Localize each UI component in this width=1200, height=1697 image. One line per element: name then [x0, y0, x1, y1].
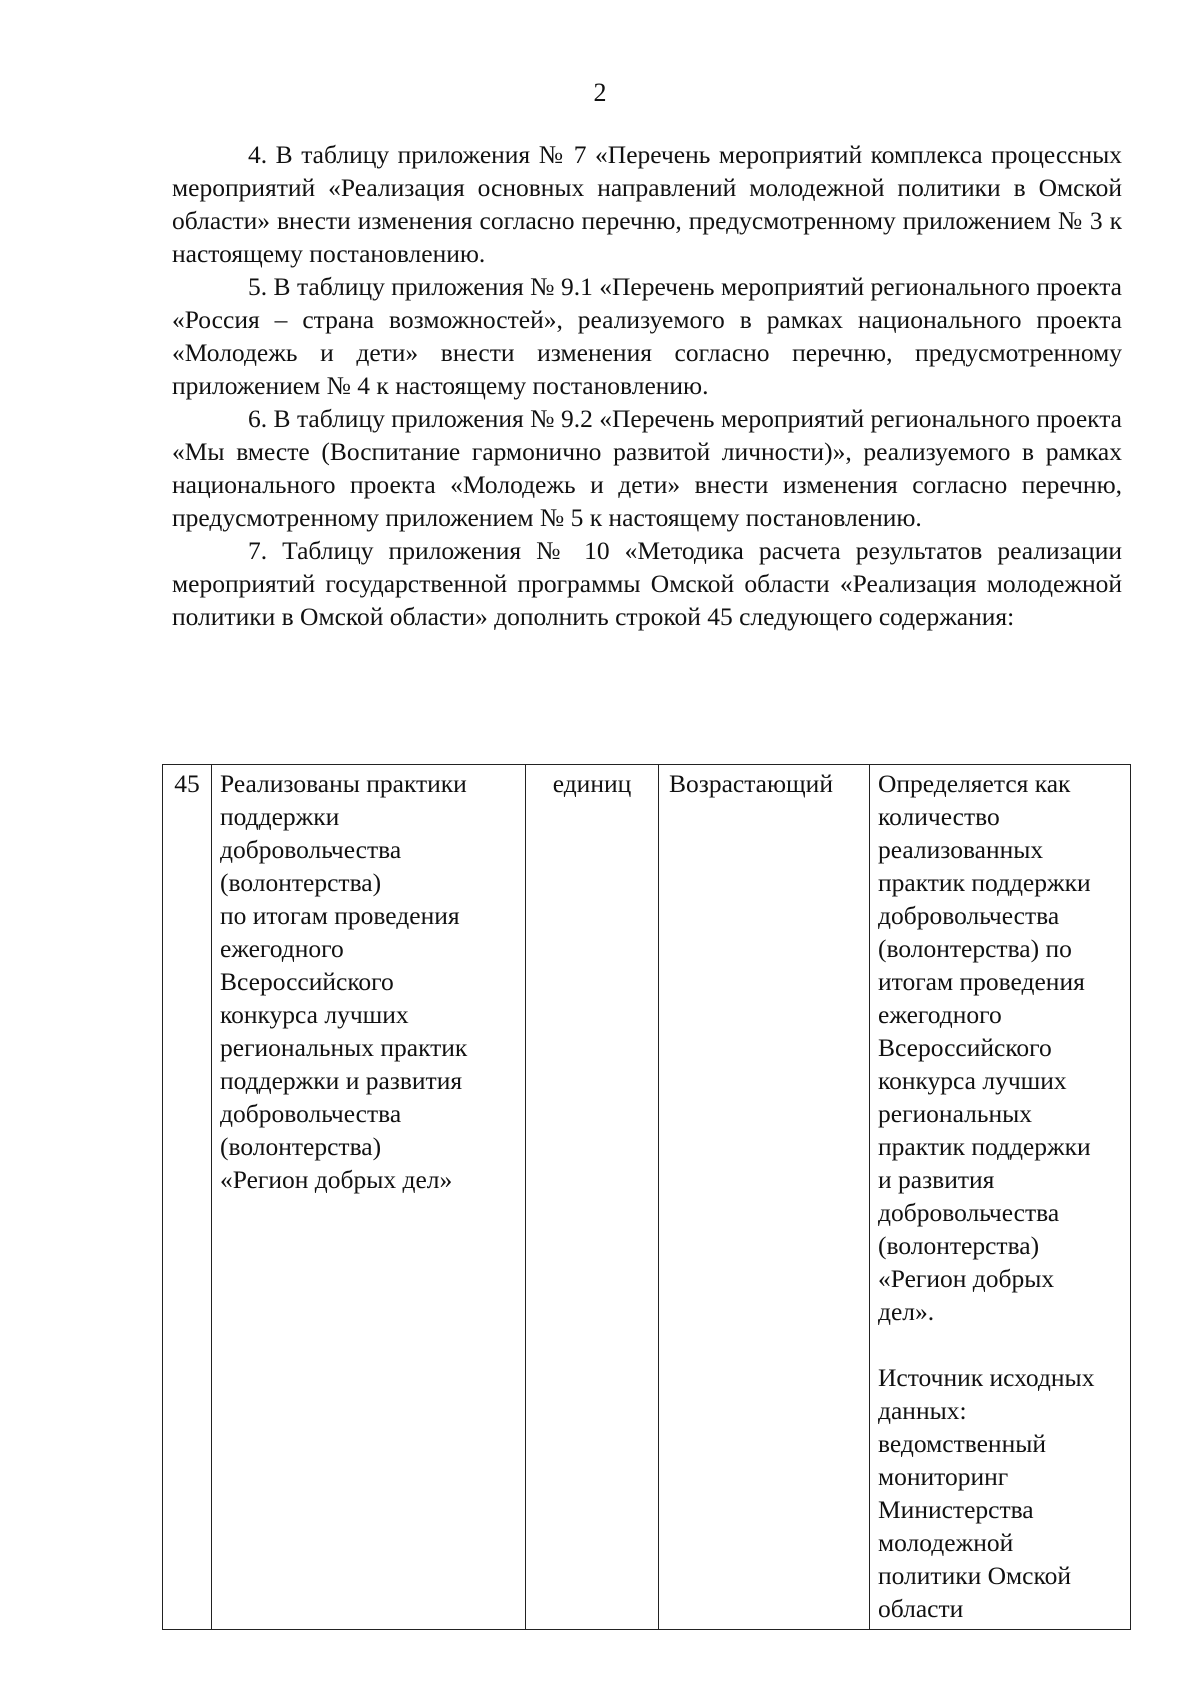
calculation-method-line: практик поддержки: [878, 868, 1091, 897]
calculation-method-line: добровольчества: [878, 901, 1060, 930]
calculation-method-line: ежегодного: [878, 1000, 1002, 1029]
calculation-method-line: Всероссийского: [878, 1033, 1052, 1062]
calculation-method-line: практик поддержки: [878, 1132, 1091, 1161]
paragraph-6: 6. В таблицу приложения № 9.2 «Перечень мероприятий регионального проекта «Мы вместе (Воспитание гармонично развитой личности)», реализуемого в рамках национального проекта «Молодежь и дети» внести изменения согласно перечню, предусмотренному приложением № 5 к настоящему постановлению.: [172, 404, 1122, 532]
indicator-name-line: «Регион добрых дел»: [220, 1165, 453, 1194]
calculation-method-line: и развития: [878, 1165, 995, 1194]
indicator-name-line: поддержки и развития: [220, 1066, 463, 1095]
indicator-name-line: добровольчества: [220, 835, 402, 864]
data-source-line: мониторинг: [878, 1462, 1009, 1491]
indicator-name-line: Реализованы практики: [220, 769, 467, 798]
paragraph-5: 5. В таблицу приложения № 9.1 «Перечень мероприятий регионального проекта «Россия – страна возможностей», реализуемого в рамках национального проекта «Молодежь и дети» внести изменения согласно перечню, предусмотренному приложением № 4 к настоящему постановлению.: [172, 272, 1122, 400]
data-source-line: политики Омской: [878, 1561, 1071, 1590]
indicator-name-line: Всероссийского: [220, 967, 394, 996]
data-source-line: Источник исходных: [878, 1363, 1095, 1392]
indicator-name-line: добровольчества: [220, 1099, 402, 1128]
methodology-table: [162, 764, 1131, 1630]
indicator-name-line: (волонтерства): [220, 1132, 382, 1161]
data-source-line: молодежной: [878, 1528, 1014, 1557]
calculation-method-line: (волонтерства): [878, 1231, 1040, 1260]
calculation-method-line: количество: [878, 802, 1000, 831]
indicator-name-line: поддержки: [220, 802, 340, 831]
indicator-name-line: по итогам проведения: [220, 901, 460, 930]
data-source-line: области: [878, 1594, 964, 1623]
calculation-method-line: итогам проведения: [878, 967, 1085, 996]
indicator-name-line: (волонтерства): [220, 868, 382, 897]
data-source-line: ведомственный: [878, 1429, 1046, 1458]
paragraph-gap: [878, 1328, 1122, 1361]
paragraph-4: 4. В таблицу приложения № 7 «Перечень мероприятий комплекса процессных мероприятий «Реализация основных направлений молодежной политики в Омской области» внести изменения согласно перечню, предусмотренному приложением № 3 к настоящему постановлению.: [172, 140, 1122, 268]
indicator-name-line: региональных практик: [220, 1033, 468, 1062]
calculation-method-line: дел».: [878, 1297, 935, 1326]
calculation-method-line: реализованных: [878, 835, 1044, 864]
trend-cell: Возрастающий: [659, 765, 870, 1630]
calculation-method-line: конкурса лучших: [878, 1066, 1067, 1095]
document-body: [172, 138, 1122, 633]
paragraph-7: 7. Таблицу приложения № 10 «Методика расчета результатов реализации мероприятий государственной программы Омской области «Реализация молодежной политики в Омской области» дополнить строкой 45 следующего содержания:: [172, 536, 1122, 631]
calculation-method-line: «Регион добрых: [878, 1264, 1055, 1293]
calculation-method-line: Определяется как: [878, 769, 1071, 798]
calculation-method-line: региональных: [878, 1099, 1032, 1128]
indicator-name-cell: [212, 765, 526, 1630]
page-number: 2: [593, 78, 607, 107]
calculation-method-line: добровольчества: [878, 1198, 1060, 1227]
row-number-cell: 45: [163, 765, 212, 1630]
data-source-line: данных:: [878, 1396, 967, 1425]
unit-cell: единиц: [526, 765, 659, 1630]
data-source-line: Министерства: [878, 1495, 1034, 1524]
table-row: [163, 765, 1131, 1630]
indicator-name-line: конкурса лучших: [220, 1000, 409, 1029]
calculation-method-cell: [870, 765, 1131, 1630]
indicator-name-line: ежегодного: [220, 934, 344, 963]
methodology-table-wrapper: [162, 764, 1130, 1630]
calculation-method-line: (волонтерства) по: [878, 934, 1072, 963]
